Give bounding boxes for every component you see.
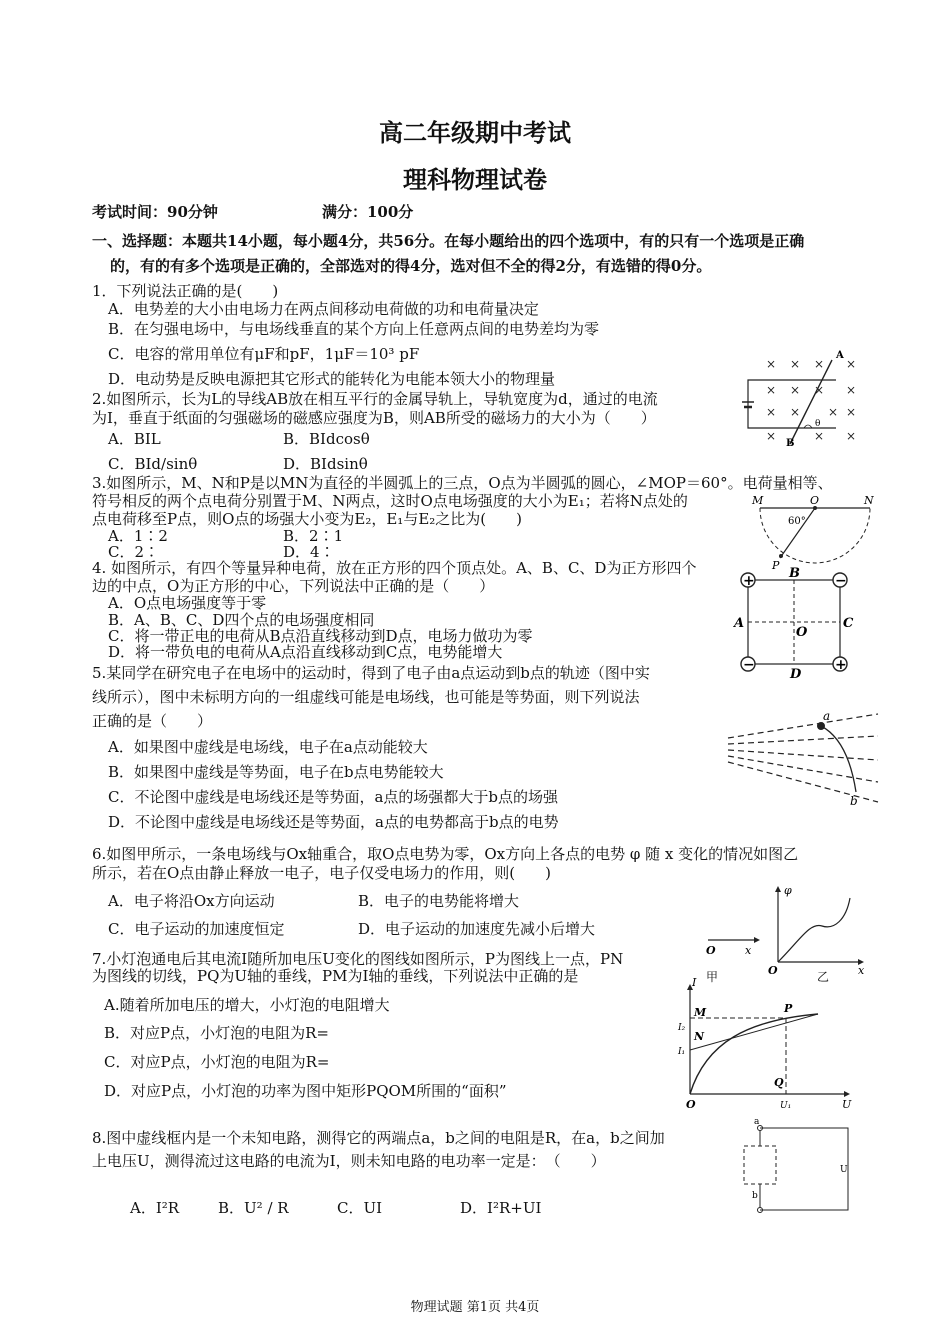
field-cross: × [828, 405, 839, 419]
q1-option-c: C．电容的常用单位有μF和pF，1μF＝10³ pF [108, 345, 420, 363]
field-cross: × [766, 383, 777, 397]
q4-option-d: D．将一带负电的电荷从A点沿直线移动到C点，电势能增大 [108, 643, 503, 661]
q5-option-a: A．如果图中虚线是电场线，电子在a点动能较大 [108, 738, 428, 756]
q8-stem-line2: 上电压U，测得流过这电路的电流为I，则未知电路的电功率一定是： （ ） [92, 1152, 606, 1170]
field-cross: × [846, 405, 857, 419]
q8-option-c: C．UI [337, 1199, 383, 1217]
q7-figure-iu-curve [678, 976, 858, 1111]
label-U1: U₁ [780, 1101, 792, 1111]
label-B: B [789, 566, 800, 581]
q8-figure-unknown-circuit [740, 1117, 860, 1230]
q1-stem: 1．下列说法正确的是( ) [92, 282, 279, 300]
exam-time: 考试时间：90分钟 [92, 203, 218, 221]
field-cross: × [766, 405, 777, 419]
label-Q: Q [774, 1076, 784, 1089]
label-P: P [784, 1002, 793, 1015]
label-M: M [752, 494, 764, 507]
q3-stem-line3: 点电荷移至P点，则O点的场强大小变为E₂，E₁与E₂之比为( ) [92, 510, 522, 528]
label-b: b [752, 1191, 758, 1201]
q2-option-b: B．BIdcosθ [283, 430, 370, 448]
label-a: a [754, 1117, 760, 1127]
label-x-yi: x [858, 964, 865, 977]
q3-option-d: D．4∶ [283, 543, 335, 561]
q5-option-b: B．如果图中虚线是等势面，电子在b点电势能较大 [108, 763, 444, 781]
label-phi: φ [784, 884, 792, 897]
q5-option-d: D．不论图中虚线是电场线还是等势面，a点的电势都高于b点的电势 [108, 813, 559, 831]
label-B: B [786, 438, 795, 449]
label-I2: I₂ [678, 1023, 686, 1033]
q8-option-a: A．I²R [130, 1199, 180, 1217]
minus-charge: − [835, 573, 847, 589]
field-cross: × [766, 429, 777, 443]
q7-stem-line1: 7.小灯泡通电后其电流I随所加电压U变化的图线如图所示，P为图线上一点，PN [92, 950, 624, 968]
q3-option-c: C．2∶ [108, 543, 160, 561]
label-I: I [692, 976, 697, 989]
plus-charge: + [835, 657, 847, 673]
q5-figure-trajectory [726, 709, 882, 808]
q7-option-c: C．对应P点，小灯泡的电阻为R= [104, 1053, 330, 1071]
label-P: P [772, 559, 780, 572]
q5-stem-line1: 5.某同学在研究电子在电场中的运动时，得到了电子由a点运动到b点的轨迹（图中实 [92, 664, 650, 682]
q5-stem-line2: 线所示），图中未标明方向的一组虚线可能是电场线，也可能是等势面，则下列说法 [92, 688, 640, 706]
q1-option-b: B．在匀强电场中，与电场线垂直的某个方向上任意两点间的电势差均为零 [108, 320, 600, 338]
label-M: M [694, 1006, 707, 1019]
q2-stem-line1: 2.如图所示，长为L的导线AB放在相互平行的金属导轨上，导轨宽度为d，通过的电流 [92, 390, 658, 408]
q8-stem-line1: 8.图中虚线框内是一个未知电路，测得它的两端点a，b之间的电阻是R，在a，b之间加 [92, 1129, 665, 1147]
label-N: N [694, 1030, 705, 1043]
q6-stem-line2: 所示，若在O点由静止释放一电子，电子仅受电场力的作用，则( ) [92, 864, 552, 882]
q2-stem-line2: 为I，垂直于纸面的匀强磁场的磁感应强度为B，则AB所受的磁场力的大小为（ ） [92, 409, 656, 427]
q2-option-d: D．BIdsinθ [283, 455, 368, 473]
q8-option-d: D．I²R+UI [460, 1199, 542, 1217]
field-cross: × [846, 357, 857, 371]
q5-stem-line3: 正确的是（ ） [92, 712, 213, 730]
q3-option-b: B．2∶1 [283, 527, 344, 545]
label-U: U [840, 1165, 848, 1175]
exam-subtitle: 理科物理试卷 [403, 166, 547, 194]
q6-figure-caption-yi: 乙 [817, 970, 830, 984]
q7-stem-line2: 为图线的切线，PQ为U轴的垂线，PM为I轴的垂线，下列说法中正确的是 [92, 967, 579, 985]
section1-instructions-line2: 的，有的有多个选项是正确的，全部选对的得4分，选对但不全的得2分，有选错的得0分。 [110, 257, 712, 275]
label-O-yi: O [768, 964, 778, 977]
label-N: N [864, 494, 874, 507]
label-C: C [843, 616, 854, 631]
q4-stem-line2: 边的中点，O为正方形的中心，下列说法中正确的是（ ） [92, 577, 495, 595]
q7-option-b: B．对应P点，小灯泡的电阻为R= [104, 1024, 329, 1042]
label-a: a [823, 709, 831, 723]
label-U: U [842, 1098, 852, 1111]
field-cross: × [790, 383, 801, 397]
q3-option-a: A．1∶2 [108, 527, 168, 545]
q7-option-a: A.随着所加电压的增大，小灯泡的电阻增大 [104, 996, 390, 1014]
field-cross: × [766, 357, 777, 371]
label-I1: I₁ [678, 1047, 686, 1057]
label-A: A [734, 616, 745, 631]
q3-figure-semicircle [752, 492, 880, 572]
field-cross: × [846, 383, 857, 397]
q2-option-a: A．BIL [108, 430, 161, 448]
q4-option-a: A．O点电场强度等于零 [108, 594, 267, 612]
label-O: O [796, 625, 808, 640]
q3-stem-line2: 符号相反的两个点电荷分别置于M、N两点，这时O点电场强度的大小为E₁；若将N点处的 [92, 492, 688, 510]
label-theta: θ [815, 419, 821, 429]
label-O: O [810, 494, 820, 507]
q3-stem-line1: 3.如图所示，M、N和P是以MN为直径的半圆弧上的三点，O点为半圆弧的圆心，∠MOP＝60°。电荷量相等、 [92, 474, 833, 492]
q4-stem-line1: 4. 如图所示，有四个等量异种电荷，放在正方形的四个顶点处。A、B、C、D为正方形四个 [92, 559, 697, 577]
q6-option-d: D．电子运动的加速度先减小后增大 [358, 920, 596, 938]
exam-score: 满分：100分 [322, 203, 414, 221]
field-cross: × [814, 383, 825, 397]
field-cross: × [790, 405, 801, 419]
label-angle: 60° [788, 516, 806, 527]
q2-option-c: C．BId/sinθ [108, 455, 198, 473]
q6-option-b: B．电子的电势能将增大 [358, 892, 520, 910]
q6-option-c: C．电子运动的加速度恒定 [108, 920, 285, 938]
label-O: O [686, 1098, 696, 1111]
field-cross: × [790, 357, 801, 371]
field-cross: × [814, 357, 825, 371]
q7-option-d: D．对应P点，小灯泡的功率为图中矩形PQOM所围的“面积” [104, 1082, 507, 1100]
section1-instructions-line1: 一、选择题：本题共14小题，每小题4分，共56分。在每小题给出的四个选项中，有的只有一个选项是正确 [92, 232, 805, 250]
field-cross: × [846, 429, 857, 443]
plus-charge: + [743, 573, 755, 589]
q1-option-a: A．电势差的大小由电场力在两点间移动电荷做的功和电荷量决定 [108, 300, 539, 318]
q2-figure-rail-magnetic-field [738, 352, 858, 447]
label-O-jia: O [706, 944, 716, 957]
q6-stem-line1: 6.如图甲所示，一条电场线与Ox轴重合，取O点电势为零，Ox方向上各点的电势 φ 随 x 变化的情况如图乙 [92, 845, 799, 863]
q4-option-b: B．A、B、C、D四个点的电场强度相同 [108, 611, 375, 629]
q1-option-d: D．电动势是反映电源把其它形式的能转化为电能本领大小的物理量 [108, 370, 556, 388]
q5-option-c: C．不论图中虚线是电场线还是等势面，a点的场强都大于b点的场强 [108, 788, 559, 806]
q6-figure-caption-jia: 甲 [706, 970, 719, 984]
q8-option-b: B．U² / R [218, 1199, 289, 1217]
exam-title: 高二年级期中考试 [379, 119, 571, 147]
label-A: A [836, 350, 844, 361]
page-footer: 物理试题 第1页 共4页 [410, 1300, 540, 1315]
q4-figure-square-charges [730, 564, 860, 682]
label-b: b [850, 794, 858, 808]
q4-option-c: C．将一带正电的电荷从B点沿直线移动到D点，电场力做功为零 [108, 627, 533, 645]
label-D: D [790, 667, 802, 682]
field-cross: × [814, 429, 825, 443]
label-x-jia: x [745, 944, 752, 957]
q6-figure-potential-graph [700, 884, 870, 984]
minus-charge: − [743, 657, 755, 673]
q6-option-a: A．电子将沿Ox方向运动 [108, 892, 275, 910]
